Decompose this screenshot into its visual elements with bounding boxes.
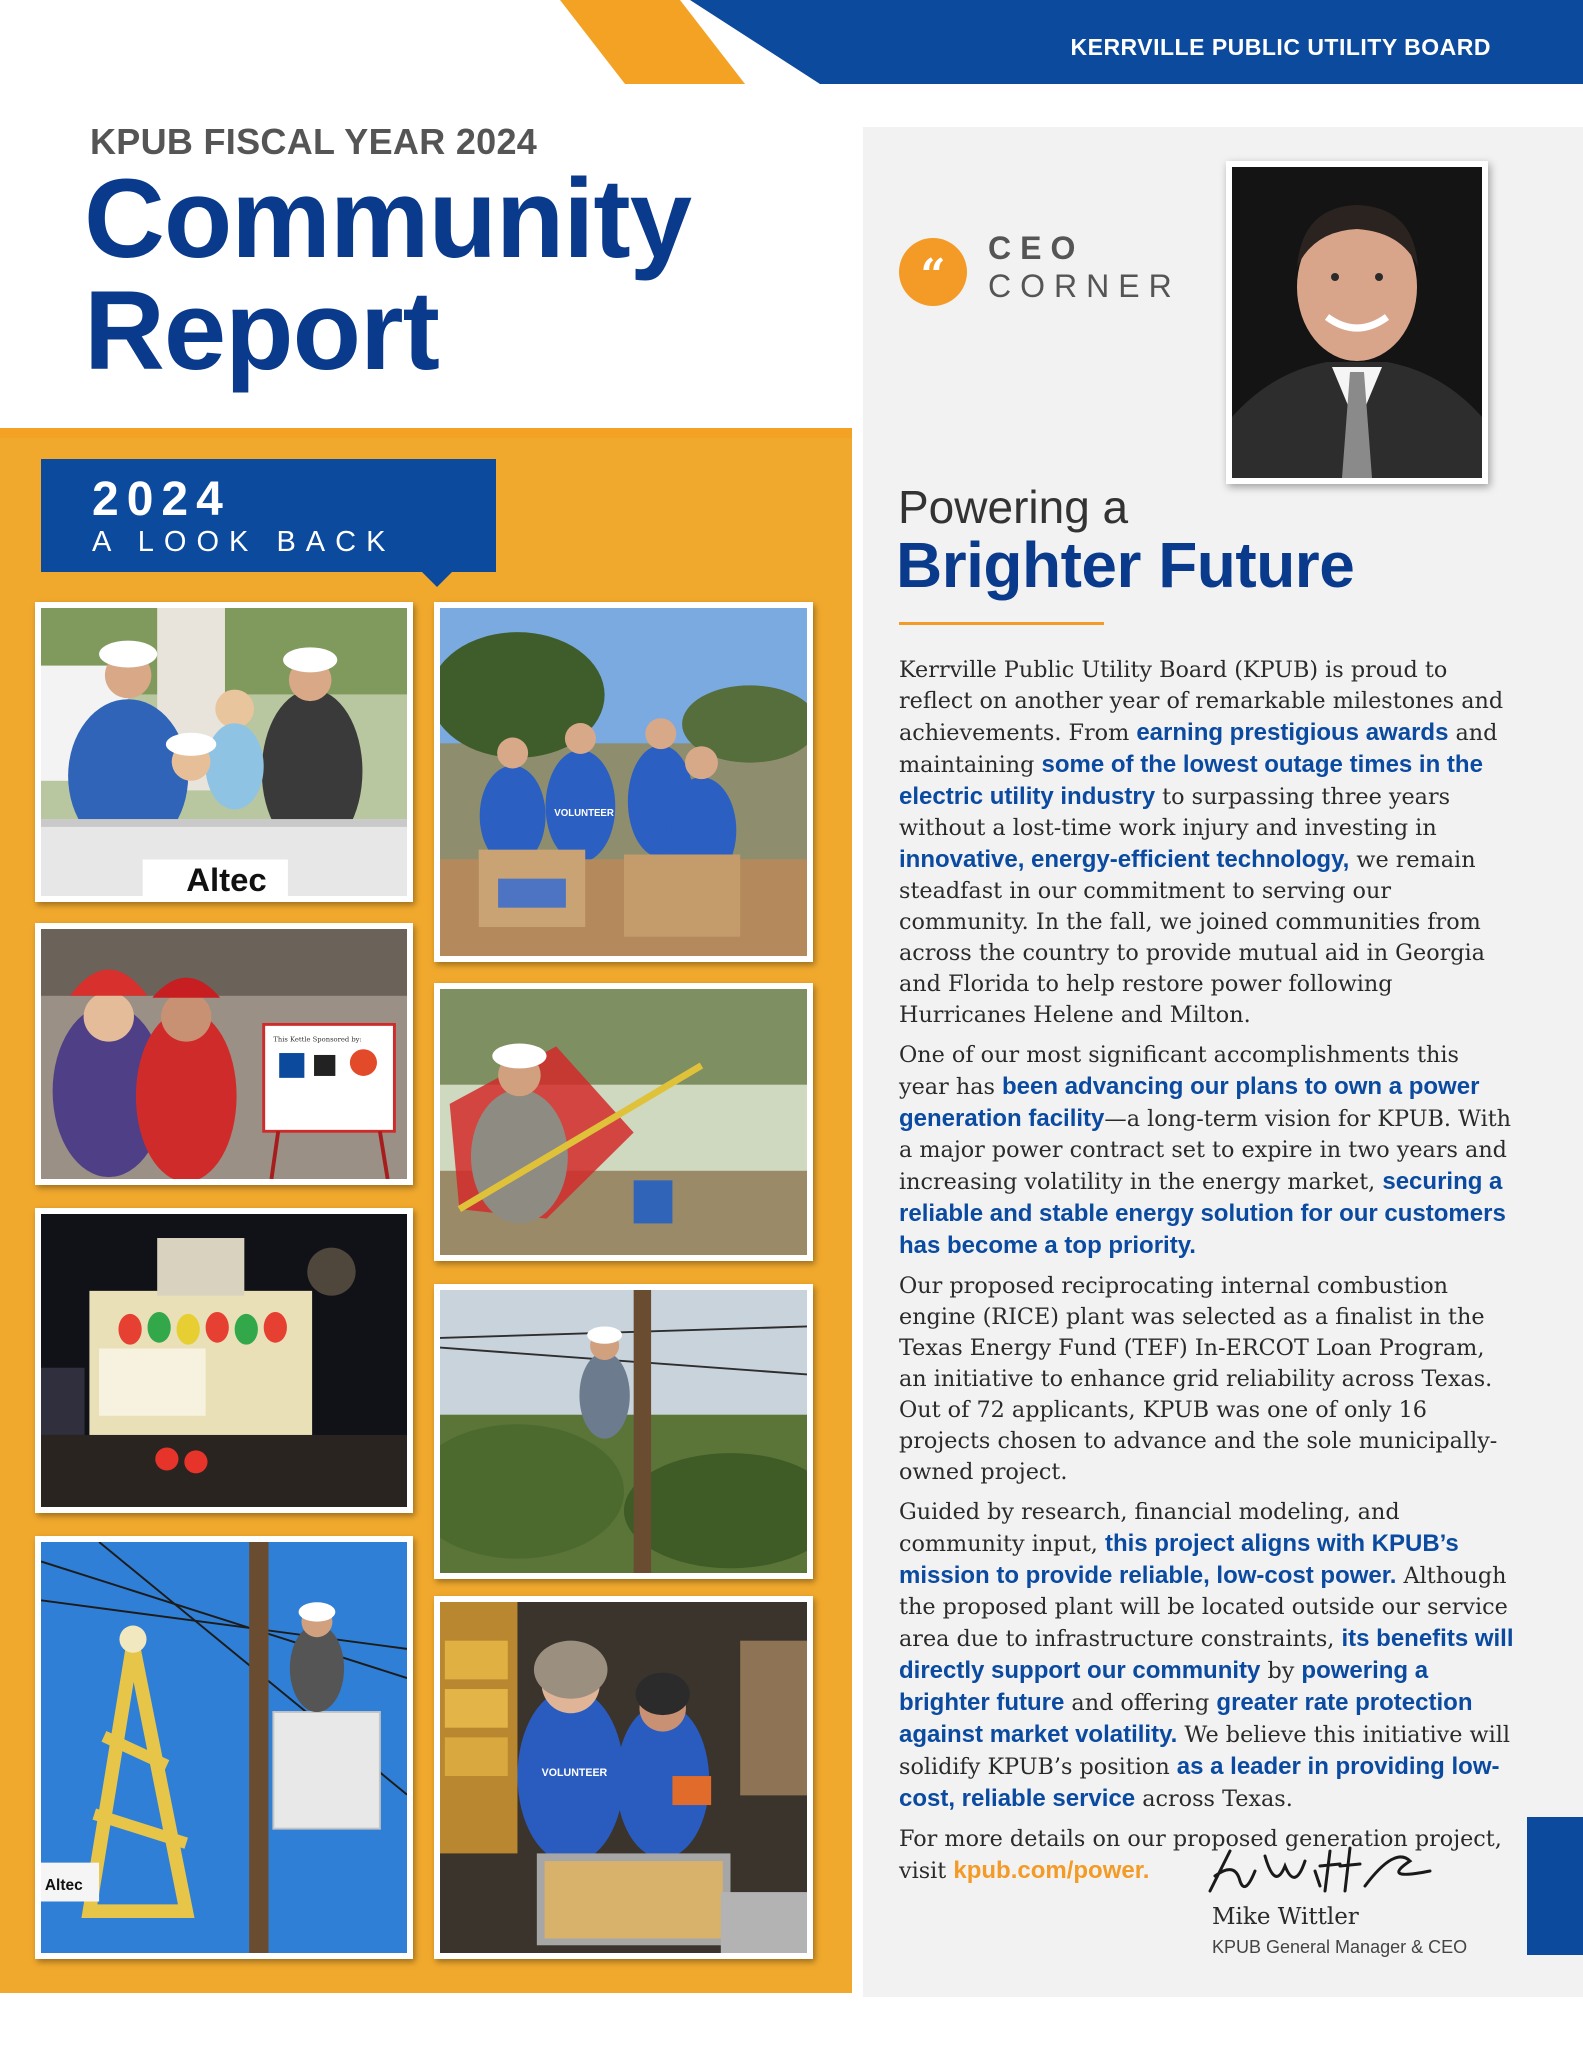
red-kettle-bell-ringers-photo bbox=[35, 923, 413, 1185]
report-title-line1: Community bbox=[84, 156, 691, 281]
volunteers-outdoors-photo bbox=[434, 602, 813, 962]
article-paragraph-3: Our proposed reciprocating internal combustion engine (RICE) plant was selected as a finalist in the Texas Energy Fund (TEF) In-ERCOT Loan Program, an initiative to enhance grid reliability across Texas. Out of 72 applicants, KPUB was one of only 16 projects chosen to advance and the sole municipally-owned project. bbox=[899, 1273, 1498, 1485]
page-edge-tab bbox=[1527, 1817, 1583, 1955]
look-back-subtitle: A LOOK BACK bbox=[92, 526, 396, 558]
lineman-on-pole-photo bbox=[434, 1284, 813, 1579]
volunteer-shirt-text-2: VOLUNTEER bbox=[541, 1767, 608, 1780]
quote-icon: “ bbox=[899, 238, 967, 306]
report-kicker: KPUB FISCAL YEAR 2024 bbox=[90, 121, 538, 162]
article-heading: Brighter Future bbox=[896, 529, 1355, 601]
look-back-year: 2024 bbox=[92, 473, 231, 526]
ceo-portrait bbox=[1226, 161, 1488, 484]
altec-boom-text: Altec bbox=[44, 1876, 83, 1894]
kettle-sign-text: This Kettle Sponsored by: bbox=[273, 1035, 362, 1044]
article-paragraph-5: For more details on our proposed generation project, visit kpub.com/power. bbox=[899, 1826, 1502, 1884]
christmas-tree-decoration-photo bbox=[35, 1536, 413, 1959]
orange-divider bbox=[0, 428, 852, 438]
heading-underline bbox=[899, 622, 1104, 625]
lineman-with-hot-stick-photo bbox=[434, 983, 813, 1261]
organization-name: KERRVILLE PUBLIC UTILITY BOARD bbox=[1070, 34, 1491, 60]
look-back-banner-pointer bbox=[420, 570, 454, 587]
power-project-link[interactable]: kpub.com/power. bbox=[953, 1857, 1150, 1884]
article-paragraph-2: One of our most significant accomplishments this year has been advancing our plans to own a power generation facility—a long-term vision for KPUB. With a major power contract set to expire in two years and increasing volatility in the energy market, securing a reliable and stable energy solution for our customers has become a top priority. bbox=[899, 1042, 1512, 1259]
ceo-corner-label-line1: CEO bbox=[988, 230, 1085, 266]
altec-sign-text: Altec bbox=[186, 861, 267, 896]
article-paragraph-1: Kerrville Public Utility Board (KPUB) is proud to reflect on another year of remarkable milestones and achievements. From earning prestigious awards and maintaining some of the lowest outage times in the electric utility industry to surpassing three years without a lost-time work injury and investing in innovative, energy-efficient technology, we remain steadfast in our commitment to serving our community. In the fall, we joined communities from across the country to provide mutual aid in Georgia and Florida to help restore power following Hurricanes Helene and Milton. bbox=[899, 657, 1504, 1028]
lighted-parade-truck-photo bbox=[35, 1208, 413, 1513]
volunteers-food-service-photo bbox=[434, 1596, 813, 1959]
report-title-line2: Report bbox=[84, 268, 439, 393]
family-in-bucket-truck-photo bbox=[35, 602, 413, 902]
ceo-title: KPUB General Manager & CEO bbox=[1212, 1937, 1468, 1957]
ceo-name: Mike Wittler bbox=[1212, 1904, 1359, 1930]
ceo-signature bbox=[1205, 1836, 1435, 1906]
article-body bbox=[899, 655, 1514, 1896]
article-heading-small: Powering a bbox=[898, 481, 1129, 533]
ceo-corner-label-line2: CORNER bbox=[988, 268, 1181, 304]
article-paragraph-4: Guided by research, financial modeling, and community input, this project aligns with KPUB’s mission to provide reliable, low-cost power. Although the proposed plant will be located outside our service area due to infrastructure constraints, its benefits will directly support our community by powering a brighter future and offering greater rate protection against market volatility. We believe this initiative will solidify KPUB’s position as a leader in providing low-cost, reliable service across Texas. bbox=[899, 1499, 1514, 1812]
volunteer-shirt-text: VOLUNTEER bbox=[554, 807, 614, 819]
